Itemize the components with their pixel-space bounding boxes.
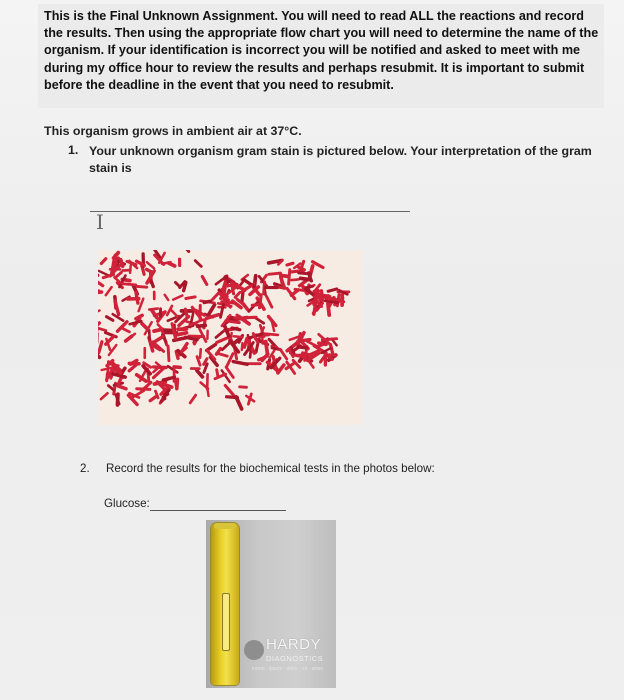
- bacillus-icon: [226, 367, 233, 377]
- bacillus-icon: [136, 293, 138, 303]
- bacillus-icon: [108, 386, 113, 390]
- bacillus-icon: [168, 346, 169, 361]
- bacillus-icon: [282, 276, 288, 277]
- bacillus-icon: [190, 395, 195, 403]
- bacillus-icon: [115, 301, 119, 314]
- bacillus-icon: [291, 279, 298, 280]
- bacillus-icon: [195, 261, 201, 267]
- gram-stain-image: [98, 250, 363, 425]
- bacillus-icon: [252, 305, 258, 306]
- bacillus-icon: [266, 296, 271, 307]
- bacillus-icon: [242, 292, 243, 302]
- bacillus-icon: [98, 311, 100, 316]
- bacillus-icon: [186, 297, 195, 299]
- bacillus-icon: [202, 277, 206, 285]
- bacillus-icon: [289, 270, 290, 284]
- durham-tube-icon: [222, 593, 230, 651]
- bacillus-icon: [330, 345, 333, 355]
- bacillus-icon: [136, 286, 147, 287]
- bacillus-icon: [106, 287, 112, 295]
- bacillus-icon: [151, 337, 163, 344]
- bacillus-icon: [319, 343, 326, 344]
- bacillus-icon: [107, 317, 113, 321]
- bacillus-icon: [142, 324, 149, 331]
- bacillus-icon: [113, 374, 125, 377]
- bacillus-icon: [242, 343, 243, 350]
- bacillus-icon: [225, 285, 234, 286]
- bacillus-icon: [234, 336, 242, 337]
- bacillus-icon: [176, 333, 187, 335]
- hardy-logo-tagline: lorem · ipsum · dolor · sit · amet: [252, 666, 323, 672]
- bacillus-icon: [217, 370, 218, 377]
- gram-stain-answer-line[interactable]: [90, 211, 410, 212]
- question-1-number: 1.: [68, 143, 79, 157]
- bacillus-icon: [307, 341, 317, 346]
- tube-rim: [214, 523, 236, 529]
- gram-stain-bacteria-icon: [98, 250, 363, 425]
- bacillus-icon: [185, 309, 187, 317]
- bacillus-icon: [301, 278, 310, 279]
- bacillus-icon: [224, 324, 229, 335]
- bacillus-icon: [150, 397, 156, 401]
- bacillus-icon: [147, 262, 154, 268]
- bacillus-icon: [269, 273, 281, 274]
- bacillus-icon: [139, 299, 144, 311]
- bacillus-icon: [121, 260, 123, 267]
- bacillus-icon: [204, 301, 210, 302]
- bacillus-icon: [130, 321, 142, 324]
- bacillus-icon: [200, 349, 201, 357]
- bacillus-icon: [99, 342, 102, 353]
- bacillus-icon: [259, 356, 268, 360]
- bacillus-icon: [296, 355, 306, 357]
- bacillus-icon: [231, 333, 232, 339]
- bacillus-icon: [329, 354, 336, 355]
- bacillus-icon: [101, 259, 106, 264]
- bacillus-icon: [225, 386, 234, 396]
- bacillus-icon: [278, 365, 284, 373]
- bacillus-icon: [154, 382, 165, 384]
- hardy-logo-word: HARDY: [266, 636, 322, 653]
- bacillus-icon: [222, 342, 230, 349]
- test-tube-icon: [211, 523, 239, 685]
- bacillus-icon: [243, 304, 247, 310]
- bacillus-icon: [126, 336, 132, 341]
- glucose-label: Glucose:: [104, 497, 150, 510]
- bacillus-icon: [328, 289, 337, 291]
- bacillus-icon: [197, 371, 202, 377]
- ambient-air-statement: This organism grows in ambient air at 37°C.: [44, 124, 302, 138]
- hardy-diagnostics-logo: [244, 636, 330, 676]
- bacillus-icon: [322, 339, 336, 340]
- bacillus-icon: [118, 386, 126, 389]
- intro-paragraph: This is the Final Unknown Assignment. You will need to read ALL the reactions and record the results. Then using the appropriate flow chart you will need to determine the name of the organism. If your identification is incorrect you will be notified and asked to meet with me during my office hour to review the results and perhaps resubmit. It is important to submit before the deadline in the event that you need to resubmit.: [44, 9, 599, 92]
- bacillus-icon: [147, 269, 153, 272]
- bacillus-icon: [122, 284, 136, 285]
- bacillus-icon: [226, 321, 239, 323]
- bacillus-icon: [171, 310, 177, 317]
- bacillus-icon: [306, 286, 313, 287]
- question-2-number: 2.: [80, 462, 90, 475]
- bacillus-icon: [174, 367, 180, 368]
- bacillus-icon: [298, 340, 310, 342]
- bacillus-icon: [208, 305, 214, 316]
- bacillus-icon: [137, 389, 150, 390]
- question-1-text: Your unknown organism gram stain is pictured below. Your interpretation of the gram stain is: [89, 144, 592, 175]
- bacillus-icon: [217, 337, 230, 343]
- bacillus-icon: [244, 338, 247, 347]
- bacillus-icon: [232, 328, 240, 330]
- bacillus-icon: [198, 325, 206, 326]
- bacillus-icon: [328, 304, 329, 315]
- bacillus-icon: [108, 361, 109, 376]
- bacillus-icon: [183, 250, 189, 251]
- question-2-text: Record the results for the biochemical tests in the photos below:: [106, 462, 435, 475]
- bacillus-icon: [121, 328, 129, 332]
- hardy-logo-sub: DIAGNOSTICS: [266, 654, 324, 663]
- bacillus-icon: [111, 364, 119, 365]
- bacillus-icon: [290, 337, 299, 340]
- hardy-globe-icon: [244, 640, 264, 660]
- bacillus-icon: [151, 281, 153, 287]
- bacillus-icon: [233, 362, 247, 365]
- bacillus-icon: [266, 342, 268, 354]
- bacillus-icon: [98, 328, 106, 331]
- bacillus-icon: [227, 397, 238, 398]
- bacillus-icon: [287, 263, 293, 265]
- bacillus-icon: [235, 292, 240, 297]
- bacillus-icon: [321, 291, 322, 300]
- bacillus-icon: [173, 295, 182, 299]
- bacillus-icon: [116, 272, 122, 277]
- bacillus-icon: [114, 255, 115, 265]
- bacillus-icon: [130, 265, 131, 273]
- text-cursor-icon: I: [96, 210, 104, 234]
- bacillus-icon: [298, 347, 307, 348]
- bacillus-icon: [260, 295, 262, 308]
- glucose-answer-line[interactable]: [150, 510, 286, 511]
- glucose-tube-photo: [206, 520, 336, 688]
- bacillus-icon: [98, 277, 103, 285]
- bacillus-icon: [137, 375, 146, 381]
- bacillus-icon: [221, 304, 224, 317]
- bacillus-icon: [165, 295, 168, 300]
- bacillus-icon: [149, 309, 157, 310]
- bacillus-icon: [101, 393, 108, 399]
